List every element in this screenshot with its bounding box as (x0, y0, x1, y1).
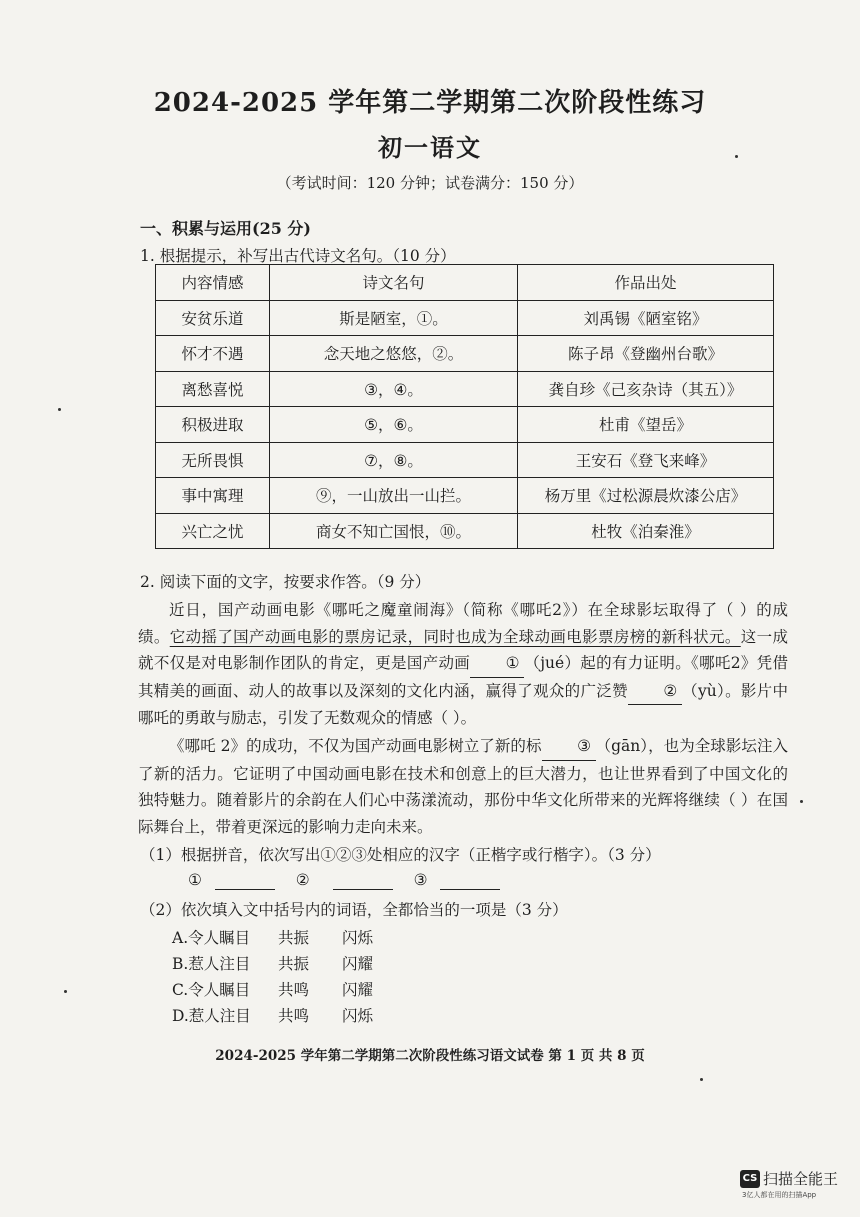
question-2-prompt: 2. 阅读下面的文字，按要求作答。（9 分） (140, 573, 431, 591)
table-cell: 龚自珍《己亥杂诗（其五）》 (518, 371, 774, 407)
table-cell: 无所畏惧 (156, 442, 270, 478)
passage-text: 近日，国产动画电影《哪吒之魔童闹海》（简称《哪吒2》）在全球影坛取得了（ ）的成绩。 (138, 601, 788, 646)
passage-text: （gān），也为全球影坛注入了新的活力。它证明了中国动画电影在技术和创意上的巨大潜力，也让世界看到了中国文化的独特魅力。随着影片的余韵在人们心中荡漾流动，那份中华文化所带来的光辉将继续（ ）在国际舞台上，带着更深远的影响力走向未来。 (138, 737, 788, 836)
answer-blank-1[interactable]: ① (470, 650, 524, 678)
table-cell: 斯是陋室，①。 (270, 300, 518, 336)
subject-title: 初一语文 (378, 133, 482, 162)
answer-mark-1: ① (188, 871, 202, 889)
table-row (156, 513, 774, 549)
table-cell: 积极进取 (156, 407, 270, 443)
table-cell: 杨万里《过松源晨炊漆公店》 (518, 478, 774, 514)
option-c[interactable]: C.令人瞩目 共鸣 闪耀 (172, 981, 374, 999)
answer-line-1[interactable] (215, 871, 275, 890)
table-cell: 杜牧《泊秦淮》 (518, 513, 774, 549)
table-cell: 离愁喜悦 (156, 371, 270, 407)
table-cell: ⑤，⑥。 (270, 407, 518, 443)
page-footer: 2024-2025 学年第二学期第二次阶段性练习语文试卷 第 1 页 共 8 页 (215, 1048, 645, 1064)
passage-paragraph-2 (138, 733, 788, 840)
table-cell: ⑨，一山放出一山拦。 (270, 478, 518, 514)
answer-line-2[interactable] (333, 871, 393, 890)
exam-info: （考试时间：120 分钟；试卷满分：150 分） (276, 174, 584, 192)
table-row (156, 336, 774, 372)
passage-text: 《哪吒 2》的成功，不仅为国产动画电影树立了新的标 (169, 737, 542, 755)
table-cell: 念天地之悠悠，②。 (270, 336, 518, 372)
answer-blank-2[interactable]: ② (628, 678, 682, 706)
table-cell: 刘禹锡《陋室铭》 (518, 300, 774, 336)
option-b[interactable]: B.惹人注目 共振 闪耀 (172, 955, 374, 973)
table-cell: 事中寓理 (156, 478, 270, 514)
sub-question-2: （2）依次填入文中括号内的词语，全都恰当的一项是（3 分） (140, 901, 568, 919)
table-row (156, 300, 774, 336)
watermark-tagline: 3亿人都在用的扫描App (742, 1191, 817, 1199)
table-cell: 杜甫《望岳》 (518, 407, 774, 443)
answer-line-3[interactable] (440, 871, 500, 890)
scan-speck (735, 155, 738, 158)
scan-speck (700, 1078, 703, 1081)
answer-mark-3: ③ (413, 871, 428, 889)
table-cell: 兴亡之忧 (156, 513, 270, 549)
table-cell: ⑦，⑧。 (270, 442, 518, 478)
underlined-sentence: 它动摇了国产动画电影的票房记录，同时也成为全球动画电影票房榜的新科状元。 (169, 627, 741, 646)
answer-mark-2: ② (295, 871, 310, 889)
table-header: 内容情感 (156, 265, 270, 301)
table-row (156, 407, 774, 443)
scan-speck (64, 990, 67, 993)
table-header: 作品出处 (518, 265, 774, 301)
exam-title: 2024-2025 学年第二学期第二次阶段性练习 (153, 88, 707, 118)
question-1-prompt: 1. 根据提示，补写出古代诗文名句。（10 分） (140, 247, 456, 265)
scan-speck (58, 408, 61, 411)
answer-blank-3[interactable]: ③ (542, 733, 596, 761)
answer-line-row (188, 871, 500, 890)
table-row (156, 478, 774, 514)
table-cell: 陈子昂《登幽州台歌》 (518, 336, 774, 372)
table-cell: 王安石《登飞来峰》 (518, 442, 774, 478)
table-row (156, 442, 774, 478)
poetry-table (155, 264, 774, 549)
table-cell: 商女不知亡国恨，⑩。 (270, 513, 518, 549)
passage-paragraph-1 (138, 597, 788, 732)
camscanner-logo-icon: CS (740, 1170, 760, 1188)
option-a[interactable]: A.令人瞩目 共振 闪烁 (172, 929, 374, 947)
scan-speck (800, 800, 803, 803)
table-cell: ③，④。 (270, 371, 518, 407)
scanner-watermark (740, 1168, 839, 1199)
table-row (156, 371, 774, 407)
watermark-name: 扫描全能王 (763, 1170, 839, 1188)
table-cell: 安贫乐道 (156, 300, 270, 336)
passage-text: 这一成就不仅是对电影制作团队的肯定，更是国产动画 (138, 627, 788, 672)
table-cell: 怀才不遇 (156, 336, 270, 372)
passage-text: （jué）起的有力证明。《哪吒2》凭借其精美的画面、动人的故事以及深刻的文化内涵，赢得了观众的广泛赞 (138, 654, 788, 700)
passage-text: （yù）。影片中哪吒的勇敢与励志，引发了无数观众的情感（ ）。 (138, 681, 788, 727)
section-heading: 一、积累与运用(25 分) (140, 219, 311, 238)
option-d[interactable]: D.惹人注目 共鸣 闪烁 (172, 1007, 374, 1025)
sub-question-1: （1）根据拼音，依次写出①②③处相应的汉字（正楷字或行楷字）。（3 分） (140, 846, 661, 864)
table-header-row (156, 265, 774, 301)
table-header: 诗文名句 (270, 265, 518, 301)
